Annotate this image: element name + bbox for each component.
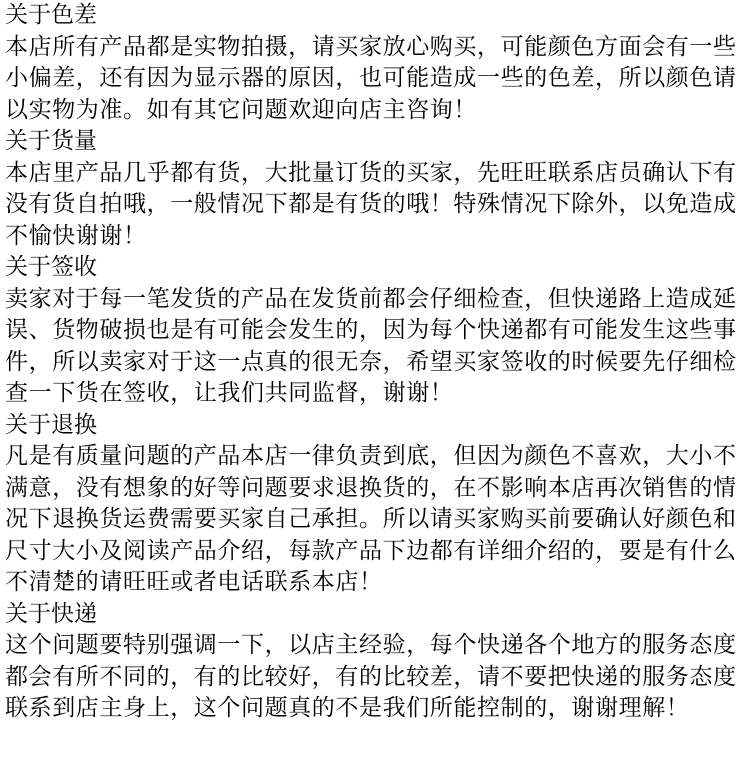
paragraph-line: 误、货物破损也是有可能会发生的，因为每个快递都有可能发生这些事 xyxy=(5,317,737,343)
paragraph-line: 没有货自拍哦，一般情况下都是有货的哦！特殊情况下除外，以免造成 xyxy=(5,191,737,217)
section-delivery xyxy=(5,599,747,725)
section-stock xyxy=(5,126,747,252)
paragraph-line: 不愉快谢谢！ xyxy=(5,222,147,249)
paragraph-line: 况下退换货运费需要买家自己承担。所以请买家购买前要确认好颜色和 xyxy=(5,506,737,532)
section-color-difference xyxy=(5,0,747,126)
paragraph-line: 这个问题要特别强调一下，以店主经验，每个快递各个地方的服务态度 xyxy=(5,632,737,658)
paragraph-line: 满意，没有想象的好等问题要求退换货的，在不影响本店再次销售的情 xyxy=(5,474,737,501)
section-receipt xyxy=(5,252,747,410)
paragraph-line: 本店所有产品都是实物拍摄，请买家放心购买，可能颜色方面会有一些 xyxy=(5,33,737,60)
paragraph-line: 本店里产品几乎都有货，大批量订货的买家，先旺旺联系店员确认下有 xyxy=(5,159,737,186)
paragraph-line: 卖家对于每一笔发货的产品在发货前都会仔细检查，但快递路上造成延 xyxy=(5,285,737,312)
section-heading: 关于色差 xyxy=(5,2,97,28)
store-policy-document xyxy=(5,0,747,725)
paragraph-line: 件，所以卖家对于这一点真的很无奈，希望买家签收的时候要先仔细检 xyxy=(5,348,737,375)
section-heading: 关于签收 xyxy=(5,254,97,280)
section-returns xyxy=(5,410,747,599)
paragraph-line: 凡是有质量问题的产品本店一律负责到底，但因为颜色不喜欢，大小不 xyxy=(5,443,737,469)
paragraph-line: 联系到店主身上，这个问题真的不是我们所能控制的，谢谢理解！ xyxy=(5,695,690,721)
section-heading: 关于退换 xyxy=(5,411,97,438)
section-heading: 关于货量 xyxy=(5,128,97,154)
paragraph-line: 不清楚的请旺旺或者电话联系本店！ xyxy=(5,569,383,595)
section-heading: 关于快递 xyxy=(5,600,97,627)
paragraph-line: 尺寸大小及阅读产品介绍，每款产品下边都有详细介绍的，要是有什么 xyxy=(5,537,737,564)
paragraph-line: 小偏差，还有因为显示器的原因，也可能造成一些的色差，所以颜色请 xyxy=(5,65,737,91)
paragraph-line: 查一下货在签收，让我们共同监督，谢谢！ xyxy=(5,380,454,406)
paragraph-line: 以实物为准。如有其它问题欢迎向店主咨询！ xyxy=(5,96,477,123)
paragraph-line: 都会有所不同的，有的比较好，有的比较差，请不要把快递的服务态度 xyxy=(5,663,737,690)
